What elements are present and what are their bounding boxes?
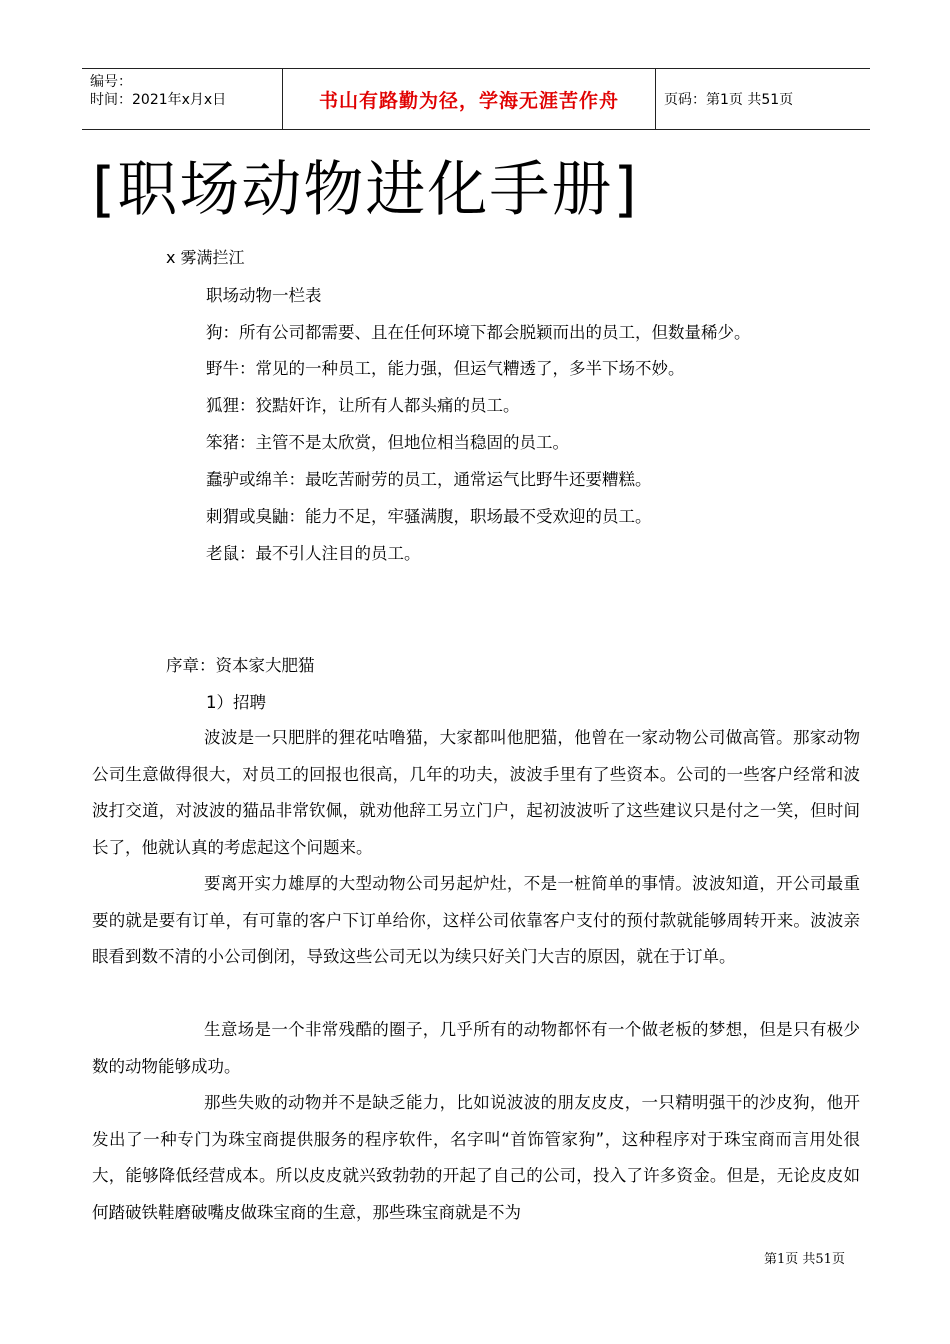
author-line: x 雾满拦江 xyxy=(166,248,245,267)
header-table xyxy=(82,68,870,130)
animal-list-item: 刺猬或臭鼬：能力不足，牢骚满腹，职场最不受欢迎的员工。 xyxy=(206,507,652,526)
page-info: 页码：第1页 共51页 xyxy=(664,92,794,108)
header-motto-cell xyxy=(282,69,656,129)
toc-heading: 职场动物一栏表 xyxy=(206,286,322,305)
body-paragraph: 生意场是一个非常残酷的圈子，几乎所有的动物都怀有一个做老板的梦想，但是只有极少数的动物能够成功。 xyxy=(92,1020,860,1076)
animal-list-item: 狐狸：狡黠奸诈，让所有人都头痛的员工。 xyxy=(206,396,520,415)
section-title: 1）招聘 xyxy=(206,693,266,712)
serial-label: 编号： xyxy=(90,74,132,90)
body-paragraph: 那些失败的动物并不是缺乏能力，比如说波波的朋友皮皮，一只精明强干的沙皮狗，他开发出了一种专门为珠宝商提供服务的程序软件，名字叫“首饰管家狗”，这种程序对于珠宝商而言用处很大，能够降低经营成本。所以皮皮就兴致勃勃的开起了自己的公司，投入了许多资金。但是，无论皮皮如何踏破铁鞋磨破嘴皮做珠宝商的生意，那些珠宝商就是不为 xyxy=(92,1093,860,1222)
header-left-cell xyxy=(82,69,282,129)
animal-list-item: 笨猪：主管不是太欣赏，但地位相当稳固的员工。 xyxy=(206,433,569,452)
motto-text: 书山有路勤为径，学海无涯苦作舟 xyxy=(318,89,619,112)
page-footer: 第1页 共51页 xyxy=(764,1252,845,1267)
chapter-title: 序章：资本家大肥猫 xyxy=(166,656,315,675)
body-paragraph: 要离开实力雄厚的大型动物公司另起炉灶，不是一桩简单的事情。波波知道，开公司最重要的就是要有订单，有可靠的客户下订单给你，这样公司依靠客户支付的预付款就能够周转开来。波波亲眼看到数不清的小公司倒闭，导致这些公司无以为续只好关门大吉的原因，就在于订单。 xyxy=(92,874,860,966)
document-title: [职场动物进化手册] xyxy=(92,155,639,225)
time-label: 时间：2021年x月x日 xyxy=(90,92,227,108)
header-page-cell xyxy=(656,69,870,129)
body-paragraph: 波波是一只肥胖的狸花咕噜猫，大家都叫他肥猫，他曾在一家动物公司做高管。那家动物公司生意做得很大，对员工的回报也很高，几年的功夫，波波手里有了些资本。公司的一些客户经常和波波打交道，对波波的猫品非常钦佩，就劝他辞工另立门户，起初波波听了这些建议只是付之一笑，但时间长了，他就认真的考虑起这个问题来。 xyxy=(92,728,860,857)
animal-list-item: 狗：所有公司都需要、且在任何环境下都会脱颖而出的员工，但数量稀少。 xyxy=(206,323,751,342)
animal-list-item: 老鼠：最不引人注目的员工。 xyxy=(206,544,421,563)
animal-list-item: 野牛：常见的一种员工，能力强，但运气糟透了，多半下场不妙。 xyxy=(206,359,685,378)
animal-list-item: 蠢驴或绵羊：最吃苦耐劳的员工，通常运气比野牛还要糟糕。 xyxy=(206,470,652,489)
